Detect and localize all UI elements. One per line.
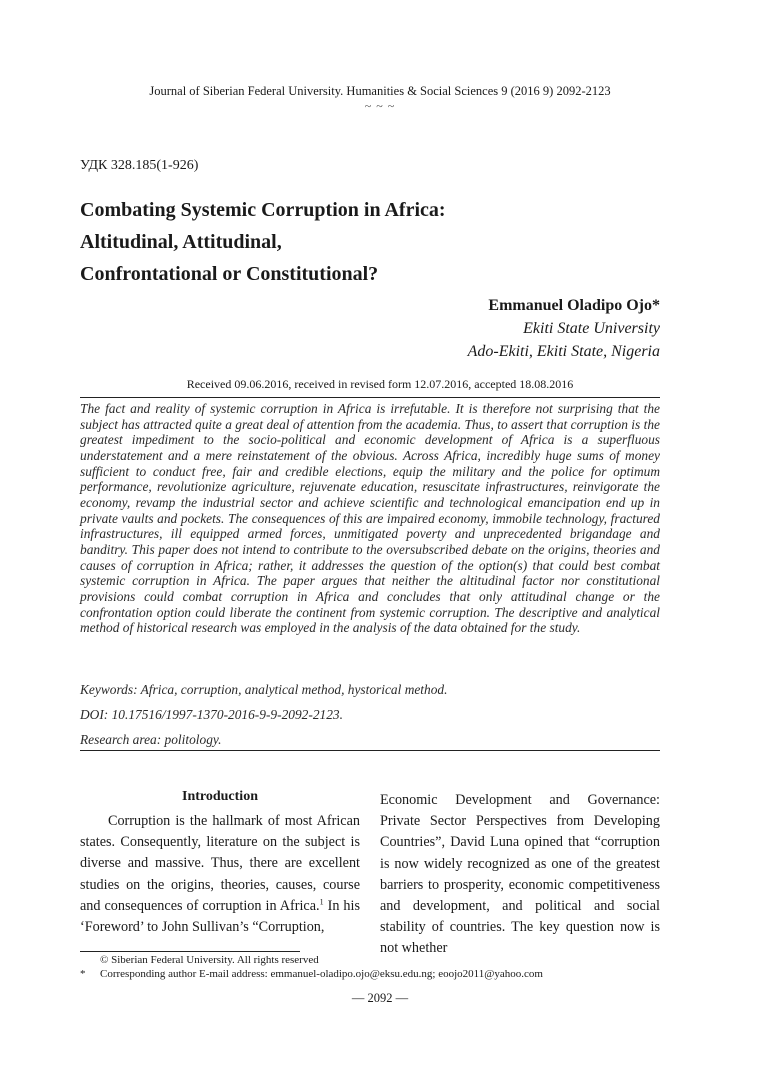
intro-paragraph <box>80 811 360 938</box>
header-ornament: ~ ~ ~ <box>364 99 396 113</box>
section-heading: Introduction <box>182 789 258 804</box>
body-column-left <box>80 811 360 938</box>
intro-paragraph-continued: Economic Development and Governance: Private Sector Perspectives from Developing Countries”, David Luna opined that “corruption is now widely recognized as one of the greatest barriers to prosperity, economic competitiveness and development, and political and social stability of countries. The key question now is not whether <box>380 792 660 957</box>
journal-header: Journal of Siberian Federal University. Humanities & Social Sciences 9 (2016 9) 2092-2123 <box>149 84 611 98</box>
abstract: The fact and reality of systemic corruption in Africa is irrefutable. It is therefore not surprising that the subject has attracted quite a great deal of attention from the academia. Thus, to assert that corruption is the greatest impediment to the socio-political and economic development of Africa is a superfluous understatement and a mere reinstatement of the obvious. Across Africa, incredibly huge sums of money sufficient to conduct free, fair and credible elections, equip the military and the police for optimum performance, revolutionize agriculture, rejuvenate education, resuscitate infrastructures, reinvigorate the economy, revamp the industrial sector and achieve scientific and technological emancipation end up in private vaults and pockets. The consequences of this are impaired economy, immobile technology, fractured infrastructures, ill equipped armed forces, unmitigated poverty and unprecedented brigandage and banditry. This paper does not intend to contribute to the oversubscribed debate on the origins, theories and causes of corruption in Africa; rather, it addresses the question of the option(s) that could best combat systemic corruption in Africa. The paper argues that neither the altitudinal factor nor constitutional provisions could combat corruption in Africa and concludes that only attitudinal change or the confrontation option could liberate the continent from systemic corruption. The descriptive and analytical method of historical research was employed in the analysis of the data obtained for the study. <box>80 401 660 636</box>
author-affiliation-2: Ado-Ekiti, Ekiti State, Nigeria <box>467 343 660 360</box>
corresponding-footnote <box>80 968 543 980</box>
udk-code: УДК 328.185(1-926) <box>80 158 199 173</box>
intro-text-continued: In his ‘Foreword’ to John Sullivan’s “Corruption, <box>80 897 360 936</box>
footnote-star: * <box>80 968 86 980</box>
body-column-right <box>380 790 660 960</box>
paper-title <box>80 194 446 290</box>
research-area: Research area: politology. <box>80 732 222 747</box>
footnote-rule <box>80 951 300 952</box>
abstract-bottom-rule <box>80 750 660 751</box>
doi: DOI: 10.17516/1997-1370-2016-9-9-2092-2123. <box>80 707 343 722</box>
corresponding-author-text: Corresponding author E-mail address: emmanuel-oladipo.ojo@eksu.edu.ng; eoojo2011@yahoo.com <box>100 968 543 980</box>
copyright-footnote: © Siberian Federal University. All rights reserved <box>100 954 319 966</box>
page-number: — 2092 — <box>351 991 409 1005</box>
footnote-ref[interactable]: 1 <box>319 897 324 907</box>
received-dates: Received 09.06.2016, received in revised form 12.07.2016, accepted 18.08.2016 <box>186 377 574 391</box>
author-name: Emmanuel Oladipo Ojo* <box>488 297 660 314</box>
intro-text: Corruption is the hallmark of most African states. Consequently, literature on the subject is diverse and massive. Thus, there are excellent studies on the origins, theories, causes, course and consequences of corruption in Africa. <box>80 813 360 914</box>
abstract-top-rule <box>80 397 660 398</box>
author-affiliation-1: Ekiti State University <box>523 320 660 337</box>
title-line-1: Combating Systemic Corruption in Africa: <box>80 199 446 221</box>
keywords: Keywords: Africa, corruption, analytical method, hystorical method. <box>80 682 448 697</box>
title-line-2: Altitudinal, Attitudinal, <box>80 231 282 253</box>
title-line-3: Confrontational or Constitutional? <box>80 263 379 285</box>
author-block <box>468 294 660 363</box>
